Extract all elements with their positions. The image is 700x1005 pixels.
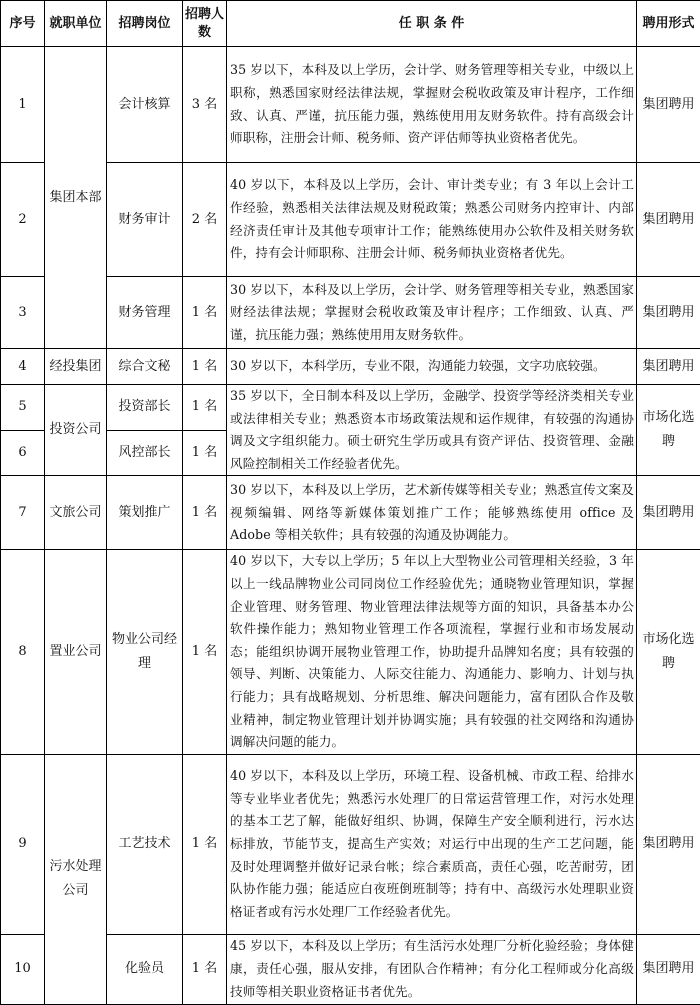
count-cell: 1 名	[183, 934, 227, 1004]
position-cell: 综合文秘	[107, 349, 183, 385]
header-requirements: 任 职 条 件	[227, 1, 637, 47]
requirements-cell: 45 岁以下，本科及以上学历；有生活污水处理厂分析化验经验；身体健康，责任心强，服从安排，有团队合作精神；有分化工程师或分化高级技师等相关职业资格证书者优先。	[227, 934, 637, 1004]
form-cell: 集团聘用	[637, 47, 700, 163]
header-form: 聘用形式	[637, 1, 700, 47]
position-cell: 物业公司经理	[107, 550, 183, 754]
unit-cell: 经投集团	[45, 349, 107, 385]
count-cell: 2 名	[183, 163, 227, 277]
requirements-cell: 35 岁以下，本科及以上学历，会计学、财务管理等相关专业，中级以上职称，熟悉国家财经法律法规，掌握财会税收政策及审计程序，工作细致、认真、严谨，抗压能力强，熟练使用用友财务软件。持有高级会计师职称，注册会计师、税务师、资产评估师等执业资格者优先。	[227, 47, 637, 163]
requirements-cell: 35 岁以下，全日制本科及以上学历，金融学、投资学等经济类相关专业或法律相关专业；熟悉资本市场政策法规和运作规律，有较强的沟通协调及文字组织能力。硕士研究生学历或具有资产评估、投资管理、金融风险控制相关工作经验者优先。	[227, 385, 637, 476]
seq-cell: 8	[1, 550, 45, 754]
form-cell: 市场化选聘	[637, 550, 700, 754]
requirements-cell: 30 岁以下，本科学历，专业不限，沟通能力较强，文字功底较强。	[227, 349, 637, 385]
seq-cell: 5	[1, 385, 45, 431]
unit-cell: 置业公司	[45, 550, 107, 754]
count-cell: 1 名	[183, 430, 227, 476]
requirements-cell: 40 岁以下，本科及以上学历，会计、审计类专业；有 3 年以上会计工作经验，熟悉相关法律法规及财税政策；熟悉公司财务内控审计、内部经济责任审计及其他专项审计工作；能熟练使用办公软件及相关财务软件，持有会计师职称、注册会计师、税务师执业资格者优先。	[227, 163, 637, 277]
unit-cell: 污水处理公司	[45, 754, 107, 1004]
header-row	[1, 1, 700, 47]
table-row	[1, 754, 700, 934]
requirements-cell: 40 岁以下，大专以上学历；5 年以上大型物业公司管理相关经验，3 年以上一线品牌物业公司同岗位工作经验优先；通晓物业管理知识，掌握企业管理、财务管理、物业管理法律法规等方面的知识，具备基本办公软件操作能力；熟知物业管理工作各项流程，掌握行业和市场发展动态；能组织协调开展物业管理工作，协助提升品牌知名度；具有较强的领导、判断、决策能力、人际交往能力、沟通能力、影响力、计划与执行能力；具有战略规划、分析思维、解决问题能力，富有团队合作及敬业精神，制定物业管理计划并协调实施；具有较强的社交网络和沟通协调解决问题的能力。	[227, 550, 637, 754]
header-position: 招聘岗位	[107, 1, 183, 47]
count-cell: 1 名	[183, 385, 227, 431]
position-cell: 会计核算	[107, 47, 183, 163]
seq-cell: 9	[1, 754, 45, 934]
form-cell: 集团聘用	[637, 163, 700, 277]
form-cell: 集团聘用	[637, 277, 700, 349]
form-cell: 集团聘用	[637, 349, 700, 385]
seq-cell: 1	[1, 47, 45, 163]
table-row	[1, 550, 700, 754]
position-cell: 财务审计	[107, 163, 183, 277]
seq-cell: 3	[1, 277, 45, 349]
count-cell: 1 名	[183, 277, 227, 349]
table-row	[1, 349, 700, 385]
position-cell: 风控部长	[107, 430, 183, 476]
header-unit: 就职单位	[45, 1, 107, 47]
position-cell: 化验员	[107, 934, 183, 1004]
unit-cell: 文旅公司	[45, 476, 107, 550]
unit-cell: 投资公司	[45, 385, 107, 476]
header-seq: 序号	[1, 1, 45, 47]
count-cell: 1 名	[183, 550, 227, 754]
form-cell: 集团聘用	[637, 476, 700, 550]
requirements-cell: 40 岁以下，本科及以上学历，环境工程、设备机械、市政工程、给排水等专业毕业者优先；熟悉污水处理厂的日常运营管理工作，对污水处理的基本工艺了解，能做好组织、协调，保障生产安全顺利进行，污水达标排放，节能节支，提高生产实效；对运行中出现的生产工艺问题，能及时处理调整并做好记录台帐；综合素质高，责任心强，吃苦耐劳，团队协作能力强；能适应白夜班倒班制等；持有中、高级污水处理职业资格证者或有污水处理厂工作经验者优先。	[227, 754, 637, 934]
position-cell: 工艺技术	[107, 754, 183, 934]
count-cell: 1 名	[183, 476, 227, 550]
seq-cell: 10	[1, 934, 45, 1004]
requirements-cell: 30 岁以下，本科及以上学历，会计学、财务管理等相关专业，熟悉国家财经法律法规；掌握财会税收政策及审计程序；工作细致、认真、严谨，抗压能力强；熟练使用用友财务软件。	[227, 277, 637, 349]
requirements-cell: 30 岁以下，本科及以上学历，艺术新传媒等相关专业；熟悉宣传文案及视频编辑、网络等新媒体策划推广工作；能够熟练使用 office 及 Adobe 等相关软件；具有较强的沟通及协调能力。	[227, 476, 637, 550]
count-cell: 1 名	[183, 754, 227, 934]
seq-cell: 7	[1, 476, 45, 550]
form-cell: 集团聘用	[637, 754, 700, 934]
seq-cell: 2	[1, 163, 45, 277]
position-cell: 财务管理	[107, 277, 183, 349]
seq-cell: 6	[1, 430, 45, 476]
header-count: 招聘人数	[183, 1, 227, 47]
unit-cell: 集团本部	[45, 47, 107, 349]
count-cell: 3 名	[183, 47, 227, 163]
count-cell: 1 名	[183, 349, 227, 385]
table-row	[1, 47, 700, 163]
table-row	[1, 385, 700, 431]
form-cell: 集团聘用	[637, 934, 700, 1004]
table-row	[1, 476, 700, 550]
seq-cell: 4	[1, 349, 45, 385]
form-cell: 市场化选聘	[637, 385, 700, 476]
position-cell: 策划推广	[107, 476, 183, 550]
position-cell: 投资部长	[107, 385, 183, 431]
